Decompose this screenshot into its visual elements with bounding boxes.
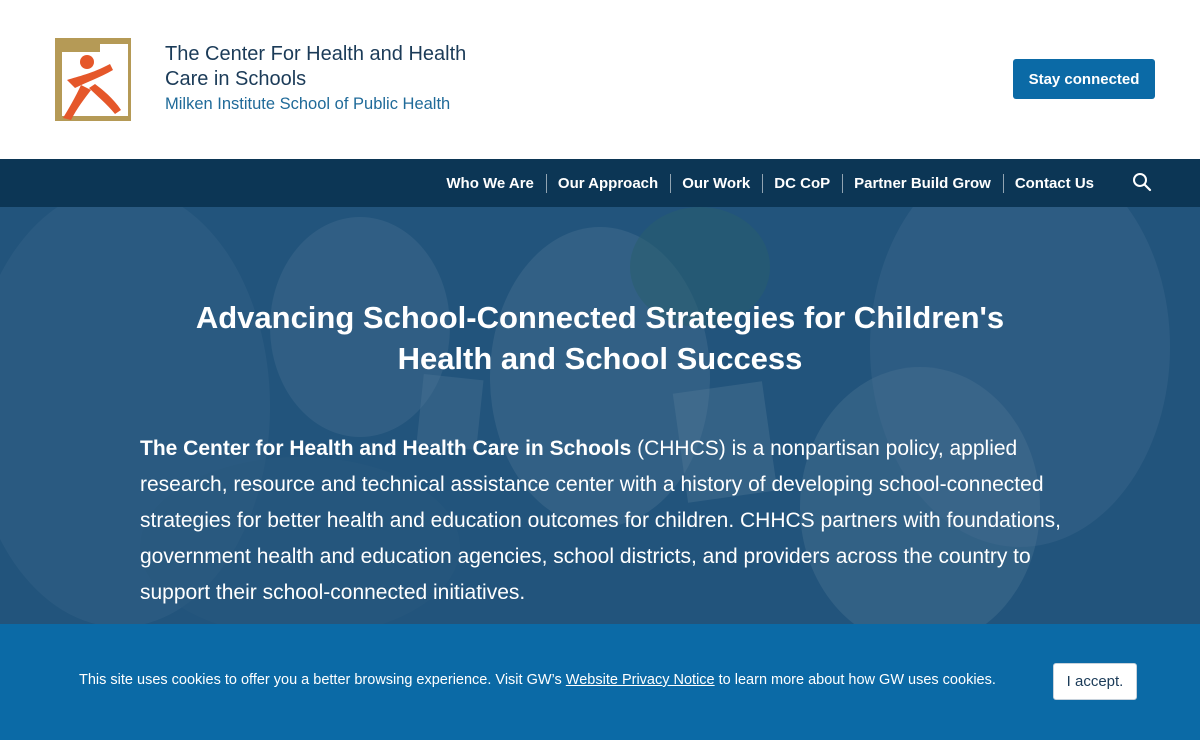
chhcs-logo[interactable] [55,38,131,121]
nav-list [434,159,1106,207]
cookie-banner [0,624,1200,740]
brand-title[interactable]: The Center For Health and Health Care in Schools [165,43,467,90]
nav-item-contact-us[interactable]: Contact Us [1003,175,1106,192]
nav-item-who-we-are[interactable]: Who We Are [446,174,534,192]
accept-cookies-button[interactable]: I accept. [1053,663,1137,700]
cookie-text-after: to learn more about how GW uses cookies. [714,672,996,688]
stay-connected-button[interactable]: Stay connected [1013,59,1155,99]
hero-description [140,431,1070,611]
hero-description-text: (CHHCS) is a nonpartisan policy, applied research, resource and technical assistance center with a history of developing school-connected strategies for better health and education outcomes for children. CHHCS partners with foundations, government health and education agencies, school districts, and providers across the country to support their school-connected initiatives. [140,437,1061,604]
search-icon[interactable] [1131,171,1153,193]
hero-description-bold: The Center for Health and Health Care in Schools [140,437,632,460]
privacy-notice-link[interactable]: Website Privacy Notice [565,672,715,688]
hero-section [0,207,1200,624]
nav-item-partner-build-grow[interactable]: Partner Build Grow [842,175,1003,192]
nav-item-our-approach[interactable]: Our Approach [546,175,670,192]
cookie-message [79,672,996,688]
site-header [0,0,1200,159]
cookie-text-before: This site uses cookies to offer you a better browsing experience. Visit GW’s [79,672,566,688]
nav-item-our-work[interactable]: Our Work [670,175,762,192]
nav-item-dc-cop[interactable]: DC CoP [762,175,842,192]
brand-block[interactable] [165,42,485,114]
main-nav [0,159,1200,207]
brand-subtitle[interactable]: Milken Institute School of Public Health [165,95,451,113]
hero-title: Advancing School-Connected Strategies for Children's Health and School Success [195,300,1005,376]
